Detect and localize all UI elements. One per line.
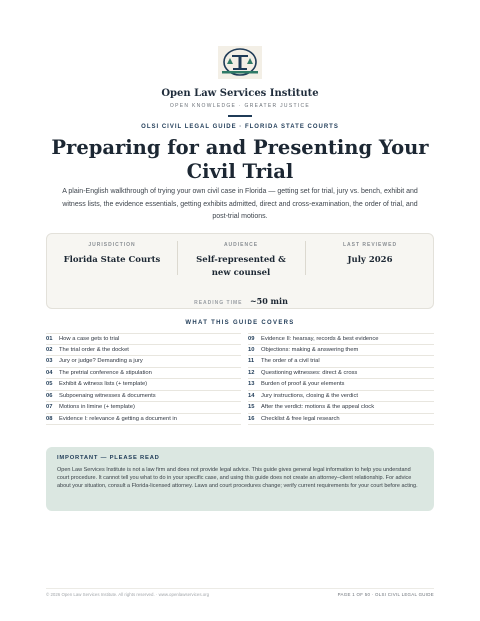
toc-title: How a case gets to trial [59, 335, 120, 342]
toc-title: Subpoenaing witnesses & documents [59, 392, 156, 399]
meta-value: Florida State Courts [63, 255, 161, 265]
toc-title: Exhibit & witness lists (+ template) [59, 381, 148, 388]
toc-item[interactable] [46, 368, 241, 380]
toc-item[interactable] [46, 345, 241, 357]
reading-time [47, 291, 435, 309]
toc-item[interactable] [248, 345, 434, 357]
legal-notice [46, 447, 434, 511]
reading-time-label: READING TIME [194, 300, 243, 306]
toc-number: 02 [46, 346, 53, 353]
toc-item[interactable] [248, 368, 434, 380]
toc-title: Jury instructions, closing & the verdict [261, 392, 358, 399]
toc-title: The trial order & the docket [59, 346, 129, 353]
notice-text: Open Law Services Institute is not a law firm and does not provide legal advice. This guide gives general legal information to help you understand court procedure. It cannot tell you what to do in your specific case, and using this guide does not create an attorney–client relationship. For advice about your situation, consult a Florida-licensed attorney. Laws and court procedures change; verify current requirements for your court before acting. [57, 467, 418, 489]
toc-number: 09 [248, 335, 255, 342]
toc-item[interactable] [46, 402, 241, 414]
toc-number: 07 [46, 404, 53, 411]
page-title: Preparing for and Presenting Your Civil Trial [51, 136, 429, 183]
toc-item[interactable] [46, 356, 241, 368]
toc-item[interactable] [46, 391, 241, 403]
toc-number: 06 [46, 392, 53, 399]
toc-item[interactable] [248, 414, 434, 426]
toc-title: Questioning witnesses: direct & cross [261, 369, 358, 376]
toc-title: Evidence II: hearsay, records & best evidence [261, 335, 379, 342]
toc-number: 11 [248, 358, 255, 365]
toc-item[interactable] [248, 333, 434, 345]
toc-column-right [248, 333, 434, 425]
toc-title: Evidence I: relevance & getting a document in [59, 415, 177, 422]
toc-number: 10 [248, 346, 255, 353]
toc-title: Objections: making & answering them [261, 346, 359, 353]
meta-label: AUDIENCE [223, 242, 259, 248]
toc-item[interactable] [46, 379, 241, 391]
toc-number: 08 [46, 415, 53, 422]
toc-item[interactable] [248, 356, 434, 368]
toc-title: Motions in limine (+ template) [59, 404, 135, 411]
meta-last-reviewed [305, 242, 435, 267]
toc-title: The order of a civil trial [261, 358, 320, 365]
meta-value: July 2026 [347, 255, 393, 265]
toc-number: 14 [248, 392, 255, 399]
header-rule [228, 115, 252, 117]
toc-title: Jury or judge? Demanding a jury [59, 358, 143, 365]
org-tagline: OPEN KNOWLEDGE · GREATER JUSTICE [169, 103, 311, 109]
toc-item[interactable] [248, 379, 434, 391]
meta-value: Self-represented & new counsel [196, 255, 286, 278]
intro-paragraph: A plain-English walkthrough of trying your own civil case in Florida — getting set for trial, jury vs. bench, exhibit and witness lists, the evidence essentials, getting exhibits admitted, direct and cross-examination, the order of trial, and post-trial motions. [62, 188, 418, 220]
toc-number: 04 [46, 369, 53, 376]
toc-number: 16 [248, 415, 255, 422]
toc-number: 15 [248, 404, 255, 411]
toc-number: 05 [46, 381, 53, 388]
toc-item[interactable] [248, 402, 434, 414]
toc-title: After the verdict: motions & the appeal clock [261, 404, 375, 411]
notice-title: IMPORTANT — PLEASE READ [57, 455, 160, 461]
toc-number: 01 [46, 335, 53, 342]
toc-item[interactable] [248, 391, 434, 403]
org-name: Open Law Services Institute [161, 88, 319, 99]
toc-title: The pretrial conference & stipulation [59, 369, 152, 376]
footer-page-info: PAGE 1 OF 50 · OLSI CIVIL LEGAL GUIDE [337, 592, 434, 597]
toc-title: Checklist & free legal research [261, 415, 340, 422]
reading-time-value: ~50 min [249, 296, 288, 306]
toc-heading: WHAT THIS GUIDE COVERS [185, 320, 295, 326]
toc-column-left [46, 333, 241, 425]
scales-of-justice-logo [218, 46, 262, 79]
toc-number: 12 [248, 369, 255, 376]
toc-number: 03 [46, 358, 53, 365]
toc-item[interactable] [46, 333, 241, 345]
meta-label: JURISDICTION [88, 242, 136, 248]
toc-number: 13 [248, 381, 255, 388]
meta-jurisdiction [47, 242, 177, 267]
footer-rule [46, 588, 434, 589]
toc-title: Burden of proof & your elements [261, 381, 345, 388]
meta-label: LAST REVIEWED [342, 242, 398, 248]
meta-card [46, 233, 434, 309]
meta-audience [177, 242, 305, 280]
footer-copyright: © 2026 Open Law Services Institute. All rights reserved. · www.openlawservices.org [46, 592, 210, 597]
toc-item[interactable] [46, 414, 241, 426]
guide-eyebrow: OLSI CIVIL LEGAL GUIDE · FLORIDA STATE COURTS [141, 124, 339, 130]
